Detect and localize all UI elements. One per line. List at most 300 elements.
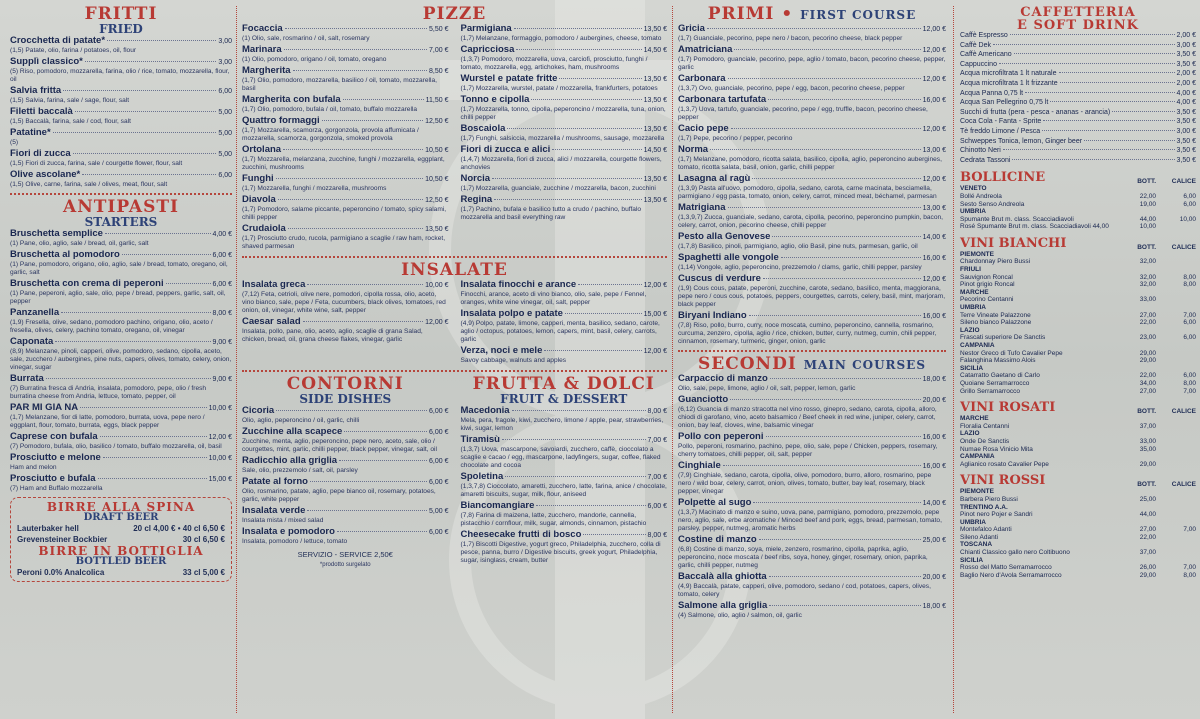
menu-item xyxy=(461,405,668,433)
menu-item-name: Matrigiana xyxy=(678,202,726,213)
wine-name: Sileno bianco Palazzone xyxy=(960,319,1032,327)
menu-item-price: 3,00 xyxy=(218,59,232,66)
menu-item-name: Pesto alla Genovese xyxy=(678,231,771,242)
leader-dots xyxy=(46,378,211,379)
wine-glass-price xyxy=(1156,223,1196,231)
menu-item xyxy=(678,273,946,309)
menu-item-name: Caesar salad xyxy=(242,316,301,327)
menu-item-name: Spoletina xyxy=(460,471,504,482)
menu-item-row xyxy=(10,452,232,464)
divider xyxy=(242,370,667,372)
menu-item-description: (1,5) Patate, olio, farina / potatoes, oil, flour xyxy=(10,47,137,54)
menu-item-price: 5,00 xyxy=(218,109,232,116)
leader-dots xyxy=(344,431,427,432)
menu-item-name: Biancomangiare xyxy=(460,500,535,511)
wine-row xyxy=(960,274,1196,282)
leader-dots xyxy=(768,99,920,100)
menu-item-price: 12,00 € xyxy=(922,47,946,54)
menu-item-row xyxy=(960,32,1196,41)
menu-item-row xyxy=(678,497,946,509)
menu-item-name: Acqua microfiltrata 1 lt frizzante xyxy=(960,79,1058,87)
menu-item xyxy=(10,169,232,189)
menu-item-row xyxy=(960,51,1196,60)
secondi-list xyxy=(678,373,946,620)
menu-item-name: Salmone alla griglia xyxy=(678,600,768,611)
menu-item-price: 8,00 € xyxy=(212,310,232,317)
menu-item-price: 7,00 € xyxy=(429,47,449,54)
menu-item-price: 13,50 € xyxy=(643,26,667,33)
menu-item-description: (1,7) Mozzarella, wurstel, patate / mozzarella, frankfurters, potatoes xyxy=(460,85,658,92)
leader-dots xyxy=(284,49,427,50)
leader-dots xyxy=(1059,72,1175,73)
leader-dots xyxy=(999,63,1175,64)
menu-item-price: 6,00 € xyxy=(429,408,449,415)
leader-dots xyxy=(1003,149,1175,150)
menu-item-name: Prosciutto e bufala xyxy=(10,473,96,484)
divider xyxy=(678,350,946,352)
wine-name: LAZIO xyxy=(960,430,980,438)
menu-item-price: 12,00 € xyxy=(922,26,946,33)
glass-header: CALICE xyxy=(1171,243,1196,251)
frutta-block xyxy=(461,376,668,568)
menu-item-description: Insalata, pollo, pane, olio, aceto, aglio, scaglie di grana Salad, chicken, bread, oil, grana cheese flakes, vinegar, garlic xyxy=(242,328,423,343)
section-title-frutta: FRUTTA & DOLCI xyxy=(472,374,655,394)
menu-item-description: Olio, rosmarino, patate, aglio, pepe bianco oil, rosemary, potatoes, garlic, white pepper xyxy=(242,488,436,503)
menu-item-row xyxy=(678,431,946,443)
menu-item-name: Insalata e pomodoro xyxy=(242,526,335,537)
section-subtitle-first-course: FIRST COURSE xyxy=(800,8,917,22)
menu-item-description: (1,3,9) Pasta all'uovo, pomodoro, cipolla, sedano, carota, carne macinata, besciamella, parmigiano / egg pasta, tomato, onion, celery, carrot, minced meat, béchamel, parmesan xyxy=(678,185,937,200)
leader-dots xyxy=(339,460,427,461)
wine-name: CAMPANIA xyxy=(960,342,995,349)
menu-item xyxy=(678,94,946,122)
menu-item-price: 13,00 € xyxy=(922,147,946,154)
menu-item-row xyxy=(242,65,449,77)
menu-item-description: (1) Pane, olio, aglio, sale / bread, oil, garlic, salt xyxy=(10,240,149,247)
menu-item xyxy=(10,85,232,105)
menu-item-row xyxy=(960,80,1196,89)
contorni-block xyxy=(242,376,449,568)
leader-dots xyxy=(322,120,424,121)
menu-item-row xyxy=(461,144,668,156)
menu-item-description: (1,7) Pepe, pecorino / pepper, pecorino xyxy=(678,135,793,142)
wine-name: Rosso del Matto Serramarrocco xyxy=(960,564,1052,572)
wine-row xyxy=(960,319,1196,327)
menu-item-price: 4,00 € xyxy=(1176,89,1196,97)
section-subtitle-fried: FRIED xyxy=(99,22,143,36)
wine-bottle-price: 23,00 xyxy=(1139,334,1156,342)
menu-item xyxy=(10,452,232,472)
menu-item xyxy=(242,23,449,43)
menu-item-description: (7,8) Farina di maizena, latte, zucchero, mandorle, cannella, pistacchio / cornflour, milk, sugar, almonds, cinnamon, pistachio xyxy=(460,512,647,527)
menu-item-row xyxy=(242,94,449,106)
leader-dots xyxy=(1050,101,1174,102)
menu-item-description: (1,4,7) Mozzarella, fiori di zucca, alici / mozzarella, courgette flowers, anchovies xyxy=(460,156,662,171)
wine-bottle-price: 10,00 xyxy=(1139,223,1156,231)
draft-beer-list xyxy=(17,523,225,545)
menu-item-price: 6,00 € xyxy=(212,252,232,259)
menu-item-description: Mela, pera, fragole, kiwi, zucchero, limone / apple, pear, strawberries, kiwi, sugar, lemon xyxy=(460,417,664,432)
wine-section-title: VINI BIANCHI xyxy=(960,235,1067,251)
wine-name: Barbera Piero Bussi xyxy=(960,495,1018,503)
divider xyxy=(672,6,673,713)
menu-item xyxy=(242,526,449,546)
menu-item-price: 12,00 € xyxy=(425,319,449,326)
menu-item-row xyxy=(960,70,1196,79)
leader-dots xyxy=(1042,130,1174,131)
menu-item xyxy=(461,434,668,470)
menu-item-price: 6,00 € xyxy=(429,529,449,536)
menu-item-price: 13,50 € xyxy=(643,97,667,104)
leader-dots xyxy=(781,257,921,258)
menu-item-name: Diavola xyxy=(242,194,276,205)
secondi-title: SECONDI xyxy=(697,354,797,374)
menu-item xyxy=(960,128,1196,137)
menu-item xyxy=(10,431,232,451)
wine-region xyxy=(960,557,1196,565)
menu-item-row xyxy=(678,94,946,106)
menu-item-row xyxy=(10,373,232,385)
wine-row xyxy=(960,511,1196,519)
menu-item-row xyxy=(10,85,232,97)
leader-dots xyxy=(516,49,641,50)
glass-header: CALICE xyxy=(1171,408,1196,416)
menu-item-description: (1,5) Fiori di zucca, farina, sale / courgette flower, flour, salt xyxy=(10,160,183,167)
menu-item-row xyxy=(678,144,946,156)
wine-row xyxy=(960,496,1196,504)
menu-item-description: (1,7) Pomodoro, guanciale, pecorino, pepe, aglio / tomato, bacon, pecorino cheese, pepper, garlic xyxy=(678,56,946,71)
menu-item-description: (4,9) Baccalà, patate, capperi, olive, pomodoro, sedano / cod, potatoes, capers, olives, tomato, celery xyxy=(678,583,931,598)
leader-dots xyxy=(494,199,641,200)
leader-dots xyxy=(1043,120,1174,121)
menu-item-name: Biryani Indiano xyxy=(678,310,747,321)
wine-bottle-price: 29,00 xyxy=(1139,571,1156,579)
menu-item-price: 2,00 € xyxy=(1176,70,1196,78)
wine-row xyxy=(960,564,1196,572)
beer-name: Grevensteiner Bockbier xyxy=(17,535,108,544)
wine-name: Numae Rosa Vinicio Mita xyxy=(960,445,1033,453)
column-fritti-antipasti xyxy=(10,6,232,582)
menu-item-description: (7) Burratina fresca di Andria, insalata, pomodoro, pepe, olio / fresh burratina cheese from Andria, lettuce, tomato, pepper, oil xyxy=(10,385,207,400)
leader-dots xyxy=(73,153,217,154)
wine-row xyxy=(960,380,1196,388)
wine-list xyxy=(960,170,1196,579)
menu-item-description: (1,7) Mozzarella, guanciale, zucchine / mozzarella, bacon, zucchini xyxy=(460,185,656,192)
menu-item xyxy=(960,157,1196,166)
wine-glass-price: 7,00 xyxy=(1183,311,1196,319)
wine-region xyxy=(960,208,1196,216)
menu-item-row xyxy=(10,106,232,118)
leader-dots xyxy=(578,284,642,285)
menu-item-price: 16,00 € xyxy=(922,255,946,262)
menu-item-description: (7) Pomodoro, bufala, olio, basilico / tomato, buffalo mozzarella, oil, basil xyxy=(10,443,222,450)
wine-glass-price xyxy=(1156,534,1196,542)
menu-item xyxy=(242,94,449,114)
glass-header: CALICE xyxy=(1171,481,1196,489)
menu-item-row xyxy=(242,505,449,517)
menu-item-name: Insalata verde xyxy=(242,505,306,516)
leader-dots xyxy=(63,90,216,91)
beer-price: 33 cl 5,00 € xyxy=(182,568,225,577)
menu-item-price: 16,00 € xyxy=(922,313,946,320)
menu-item-description: (4) Salmone, olio, aglio / salmon, oil, garlic xyxy=(678,612,802,619)
menu-item-description: (1,7) Pomodoro, salame piccante, peperoncino / tomato, spicy salami, chilli pepper xyxy=(242,206,447,221)
menu-item-name: Tiramisù xyxy=(460,434,500,445)
menu-item-name: Salvia fritta xyxy=(10,85,62,96)
leader-dots xyxy=(122,254,211,255)
menu-item-row xyxy=(678,23,946,35)
leader-dots xyxy=(85,61,217,62)
leader-dots xyxy=(505,476,645,477)
section-title-fritti: FRITTI xyxy=(84,4,158,24)
leader-dots xyxy=(731,128,921,129)
bottled-beer-list xyxy=(17,567,225,578)
menu-item-price: 10,00 € xyxy=(208,405,232,412)
menu-item-name: Fiori di zucca xyxy=(10,148,71,159)
beer-box xyxy=(10,497,232,582)
menu-item-name: Gricia xyxy=(678,23,705,34)
wine-bottle-price: 27,00 xyxy=(1139,387,1156,395)
menu-item xyxy=(678,144,946,172)
menu-item xyxy=(960,118,1196,127)
insalate-grid xyxy=(242,279,667,366)
menu-item-price: 8,00 € xyxy=(647,532,667,539)
menu-item-row xyxy=(242,316,449,328)
menu-item xyxy=(10,106,232,126)
menu-item-description: (1,3,9,7) Zucca, guanciale, sedano, carota, cipolla, pecorino, peperoncino pumpkin, bacon, celery, carrot, onion, pecorino cheese, chilli pepper xyxy=(678,214,944,229)
menu-item-price: 13,50 € xyxy=(643,197,667,204)
menu-item-name: Crocchetta di patate* xyxy=(10,35,106,46)
wine-bottle-price: 37,00 xyxy=(1139,549,1156,557)
menu-item-description: Pollo, peperoni, rosmarino, pachino, pepe, olio, sale, pepe / Chicken, peppers, rosemary, cherry tomatoes, chilli pepper, oil, salt, pepper xyxy=(678,443,938,458)
leader-dots xyxy=(1012,159,1174,160)
menu-item-name: Carpaccio di manzo xyxy=(678,373,768,384)
wine-bottle-price: 44,00 xyxy=(1139,215,1156,223)
menu-item-price: 3,50 € xyxy=(1176,156,1196,164)
wine-row xyxy=(960,258,1196,266)
menu-item xyxy=(678,497,946,533)
wine-section-title: VINI ROSSI xyxy=(960,473,1046,489)
section-title-antipasti: ANTIPASTI xyxy=(63,197,179,217)
menu-item-price: 12,00 € xyxy=(208,434,232,441)
menu-item-row xyxy=(10,56,232,68)
menu-item-description: (1,5) Baccalà, farina, sale / cod, flour, salt xyxy=(10,118,131,125)
divider xyxy=(242,256,667,258)
wine-section-header xyxy=(960,236,1196,251)
leader-dots xyxy=(536,505,645,506)
wine-name: UMBRIA xyxy=(960,208,986,216)
menu-item-row xyxy=(678,600,946,612)
wine-name: FRIULI xyxy=(960,266,981,274)
menu-item-price: 12,00 € xyxy=(643,282,667,289)
wine-row xyxy=(960,526,1196,534)
menu-item-row xyxy=(960,157,1196,166)
menu-item-price: 12,00 € xyxy=(643,348,667,355)
menu-item-row xyxy=(678,534,946,546)
pizze-list-right xyxy=(461,23,668,252)
wine-bottle-price: 29,00 xyxy=(1139,349,1156,357)
bottle-header: BOTT. xyxy=(1137,178,1156,186)
menu-item-name: Coca Cola - Fanta - Sprite xyxy=(960,118,1042,126)
leader-dots xyxy=(1010,34,1175,35)
menu-item xyxy=(678,431,946,459)
divider xyxy=(953,6,954,713)
menu-item-name: Margherita con bufala xyxy=(242,94,341,105)
divider xyxy=(236,6,237,713)
leader-dots xyxy=(512,410,646,411)
menu-item-description: (6,12) Guancia di manzo stracotta nel vino rosso, ginepro, sedano, carota, cipolla, alloro, chiodi di garofano, vino, aceto balsamico / Beef cheek in red wine, juniper, celery, carrot, onion, bay leaf, cloves, wine, balsamic vinegar xyxy=(678,406,937,429)
menu-item xyxy=(461,471,668,499)
wine-name: Frascati superiore De Sanctis xyxy=(960,334,1046,342)
menu-item-name: Fiori di zucca e alici xyxy=(460,144,551,155)
menu-item xyxy=(10,278,232,306)
menu-item xyxy=(960,80,1196,89)
wine-bottle-price: 19,00 xyxy=(1139,200,1156,208)
menu-item-price: 7,00 € xyxy=(647,437,667,444)
wine-row xyxy=(960,534,1196,542)
menu-item xyxy=(461,144,668,172)
menu-item-price: 11,50 € xyxy=(425,97,449,104)
wine-row xyxy=(960,572,1196,580)
menu-item xyxy=(242,316,449,344)
menu-item-row xyxy=(461,500,668,512)
leader-dots xyxy=(337,531,427,532)
menu-item-name: Zucchine alla scapece xyxy=(242,426,343,437)
wine-row xyxy=(960,388,1196,396)
wine-bottle-price: 32,00 xyxy=(1139,258,1156,266)
menu-item xyxy=(461,529,668,565)
menu-item-row xyxy=(461,194,668,206)
leader-dots xyxy=(759,539,921,540)
menu-item-row xyxy=(10,228,232,240)
wine-row xyxy=(960,312,1196,320)
leader-dots xyxy=(98,478,207,479)
menu-item-name: Cedrata Tassoni xyxy=(960,156,1011,164)
menu-item-row xyxy=(960,90,1196,99)
menu-item-row xyxy=(461,44,668,56)
menu-item-name: Focaccia xyxy=(242,23,283,34)
menu-item-name: Lasagna al ragù xyxy=(678,173,751,184)
leader-dots xyxy=(80,407,207,408)
menu-item xyxy=(10,35,232,55)
menu-item-price: 13,50 € xyxy=(643,176,667,183)
menu-item xyxy=(242,405,449,425)
leader-dots xyxy=(507,128,641,129)
menu-item-row xyxy=(461,471,668,483)
wine-glass-price: 6,00 xyxy=(1183,319,1196,327)
menu-item-name: Baccalà alla ghiotta xyxy=(678,571,767,582)
menu-item-row xyxy=(461,308,668,320)
menu-item-row xyxy=(461,529,668,541)
wine-glass-price xyxy=(1156,549,1196,557)
menu-item-price: 13,50 € xyxy=(643,76,667,83)
wine-glass-price: 8,00 xyxy=(1183,273,1196,281)
wine-glass-price xyxy=(1156,496,1196,504)
menu-item-description: (1,9) Cous cous, patate, peperoni, zucchine, carote, sedano, basilico, menta, maggiorana, pepe nero / cous cous, potatoes, peppers, courgettes, carrots, celery, basil, mint, marjoram, black pepper xyxy=(678,285,946,308)
menu-item-description: (1,7) Prosciutto crudo, rucola, parmigiano a scaglie / raw ham, rocket, shaved parmesan xyxy=(242,235,446,250)
menu-item-price: 12,50 € xyxy=(425,118,449,125)
section-subtitle-main-courses: MAIN COURSES xyxy=(803,358,926,372)
menu-item-row xyxy=(678,173,946,185)
menu-item-name: Parmigiana xyxy=(460,23,512,34)
menu-item-description: (1,3,7) Ovo, guanciale, pecorino, pepe / egg, bacon, pecorino cheese, pepper xyxy=(678,85,905,92)
leader-dots xyxy=(1014,53,1175,54)
wine-glass-price xyxy=(1156,461,1196,469)
menu-item-price: 5,50 € xyxy=(429,26,449,33)
menu-item xyxy=(678,373,946,393)
wine-region xyxy=(960,430,1196,438)
menu-item-description: (1,14) Vongole, aglio, peperoncino, prezzemolo / clams, garlic, chilli pepper, parsley xyxy=(678,264,922,271)
menu-item xyxy=(678,571,946,599)
menu-item xyxy=(242,476,449,504)
menu-item-name: Boscaiola xyxy=(460,123,506,134)
wine-name: Rosé Spumante Brut m. class. Scacciadiavoli 44,00 xyxy=(960,223,1109,231)
menu-item-description: (1,7) Mozzarella, scamorza, gorgonzola, provola affumicata / mozzarella, scamorza, gorgonzola, smoked provola xyxy=(242,127,419,142)
menu-item-name: Schweppes Tonica, lemon, Ginger beer xyxy=(960,137,1083,145)
menu-item-price: 7,00 € xyxy=(647,474,667,481)
wine-region xyxy=(960,519,1196,527)
wine-glass-price xyxy=(1156,296,1196,304)
leader-dots xyxy=(559,78,641,79)
menu-item-row xyxy=(461,279,668,291)
wine-glass-price: 7,00 xyxy=(1183,526,1196,534)
divider xyxy=(10,193,232,195)
fritti-list xyxy=(10,35,232,189)
beer-name: Lauterbaker hell xyxy=(17,524,79,533)
menu-item-price: 12,50 € xyxy=(425,197,449,204)
menu-item-price: 13,50 € xyxy=(425,226,449,233)
menu-item-description: Sale, olio, prezzemolo / salt, oil, parsley xyxy=(242,467,358,474)
menu-item xyxy=(960,51,1196,60)
menu-item-price: 3,00 € xyxy=(1176,41,1196,49)
bottle-header: BOTT. xyxy=(1137,408,1156,416)
leader-dots xyxy=(552,149,641,150)
wine-name: Pinot grigio Roncal xyxy=(960,281,1015,289)
menu-item-row xyxy=(242,405,449,417)
menu-item xyxy=(960,61,1196,70)
menu-item-row xyxy=(678,123,946,135)
wine-row xyxy=(960,372,1196,380)
menu-item xyxy=(678,202,946,230)
leader-dots xyxy=(103,457,207,458)
menu-item-row xyxy=(242,44,449,56)
insalate-list-left xyxy=(242,279,449,366)
menu-item-price: 14,50 € xyxy=(643,147,667,154)
title-dot: • xyxy=(781,4,794,24)
menu-item-name: Bruschetta al pomodoro xyxy=(10,249,120,260)
menu-item-name: Funghi xyxy=(242,173,274,184)
menu-item-name: Guanciotto xyxy=(678,394,729,405)
menu-item xyxy=(461,94,668,122)
beer-row xyxy=(17,523,225,534)
leader-dots xyxy=(303,321,424,322)
wine-bottle-price: 35,00 xyxy=(1139,445,1156,453)
menu-item-name: Acqua microfiltrata 1 lt naturale xyxy=(960,70,1057,78)
wine-region xyxy=(960,504,1196,512)
wine-glass-price: 8,00 xyxy=(1183,379,1196,387)
menu-item-name: Carbonara xyxy=(678,73,726,84)
wine-bottle-price: 22,00 xyxy=(1139,192,1156,200)
wine-name: Pinot nero Pojer e Sandri xyxy=(960,511,1033,519)
menu-item xyxy=(678,44,946,72)
service-charge: SERVIZIO - SERVICE 2,50€ xyxy=(297,550,393,559)
menu-item-row xyxy=(242,455,449,467)
wine-name: Baglio Nero d'Avola Serramarrocco xyxy=(960,571,1062,579)
pizze-list-left xyxy=(242,23,449,252)
wine-region xyxy=(960,289,1196,297)
wine-bottle-price: 32,00 xyxy=(1139,273,1156,281)
menu-item-name: Macedonia xyxy=(460,405,510,416)
